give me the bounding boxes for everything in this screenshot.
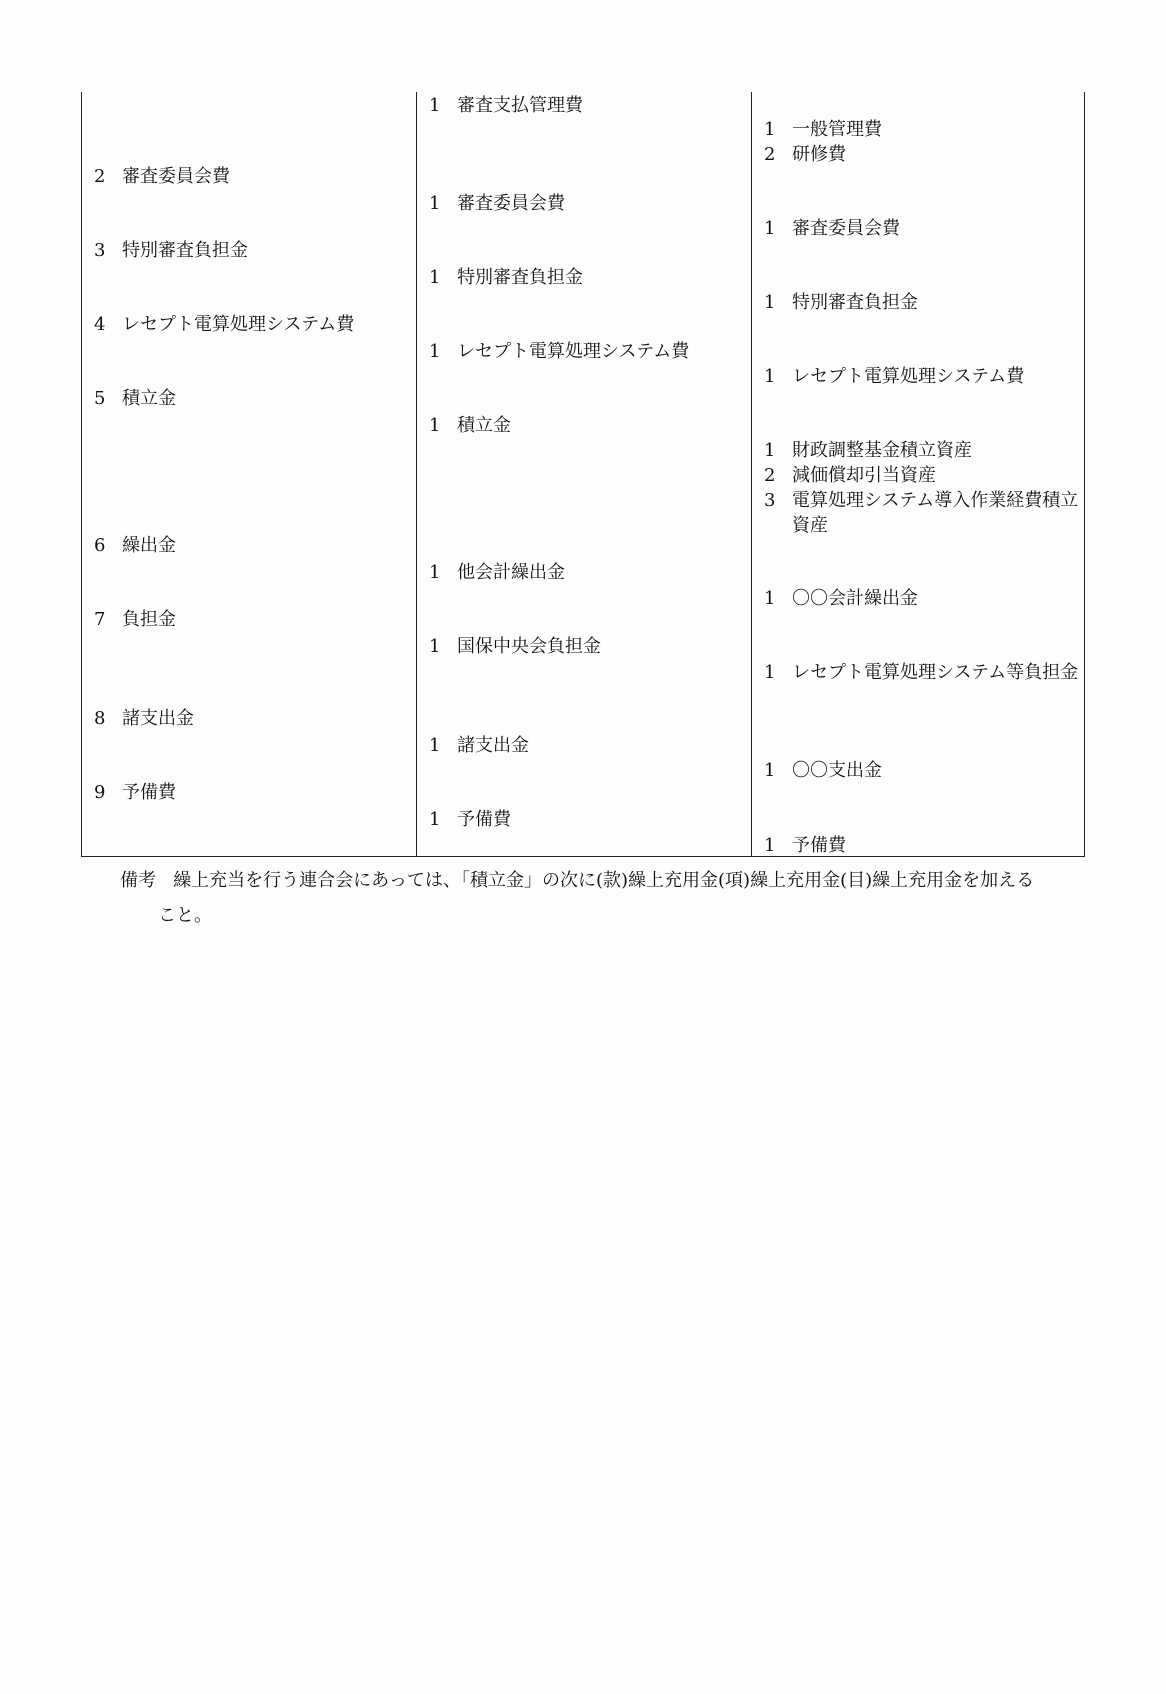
item-number: 5 xyxy=(94,388,106,409)
remarks-note xyxy=(120,863,1090,933)
item-label: 他会計繰出金 xyxy=(457,562,565,583)
item-label: レセプト電算処理システム費 xyxy=(792,366,1025,387)
item-label: 積立金 xyxy=(122,388,176,409)
item-number: 1 xyxy=(764,440,776,461)
item-number: 1 xyxy=(764,760,776,781)
item-label: 特別審査負担金 xyxy=(792,292,918,313)
item-label: 負担金 xyxy=(122,609,176,630)
item-label: 審査委員会費 xyxy=(792,218,900,239)
item-label: 諸支出金 xyxy=(122,708,194,729)
item-number: 1 xyxy=(429,193,441,214)
item-number: 1 xyxy=(429,415,441,436)
item-label: 審査委員会費 xyxy=(457,193,565,214)
item-label: レセプト電算処理システム費 xyxy=(457,341,690,362)
item-number: 1 xyxy=(429,562,441,583)
item-number: 1 xyxy=(429,636,441,657)
item-number: 1 xyxy=(764,588,776,609)
item-number: 1 xyxy=(429,95,441,116)
remarks-line-1 xyxy=(120,863,1090,898)
item-number: 1 xyxy=(429,341,441,362)
item-number: 1 xyxy=(764,218,776,239)
item-label: レセプト電算処理システム等負担金 xyxy=(792,662,1079,683)
item-label: 財政調整基金積立資産 xyxy=(792,440,972,461)
item-label: 減価償却引当資産 xyxy=(792,465,936,486)
item-label: 研修費 xyxy=(792,144,846,165)
item-label: 国保中央会負担金 xyxy=(457,636,601,657)
item-label: 審査委員会費 xyxy=(122,166,230,187)
item-number: 3 xyxy=(94,240,106,261)
item-label: 予備費 xyxy=(122,782,176,803)
item-label: 諸支出金 xyxy=(457,735,529,756)
item-label: 積立金 xyxy=(457,415,511,436)
remarks-line-2: こと。 xyxy=(158,905,212,926)
remarks-label: 備考 xyxy=(120,870,156,891)
item-number: 1 xyxy=(429,267,441,288)
item-label: 電算処理システム導入作業経費積立資産 xyxy=(792,490,1079,536)
item-label: 予備費 xyxy=(792,835,846,856)
item-label: 特別審査負担金 xyxy=(122,240,248,261)
item-label: 特別審査負担金 xyxy=(457,267,583,288)
item-label: 予備費 xyxy=(457,809,511,830)
item-number: 1 xyxy=(429,809,441,830)
item-number: 1 xyxy=(764,119,776,140)
item-number: 2 xyxy=(94,166,106,187)
item-label: レセプト電算処理システム費 xyxy=(122,314,355,335)
item-number: 2 xyxy=(764,465,776,486)
item-number: 2 xyxy=(764,144,776,165)
item-label: 〇〇会計繰出金 xyxy=(792,588,918,609)
item-number: 9 xyxy=(94,782,106,803)
item-number: 1 xyxy=(764,366,776,387)
column-divider xyxy=(751,92,752,856)
item-number: 8 xyxy=(94,708,106,729)
item-label: 審査支払管理費 xyxy=(457,95,583,116)
item-number: 4 xyxy=(94,314,106,335)
item-number: 1 xyxy=(429,735,441,756)
item-number: 1 xyxy=(764,292,776,313)
item-label: 〇〇支出金 xyxy=(792,760,882,781)
item-number: 1 xyxy=(764,662,776,683)
item-number: 1 xyxy=(764,835,776,856)
item-number: 6 xyxy=(94,535,106,556)
remarks-text: 繰上充当を行う連合会にあっては、「積立金」の次に(款)繰上充用金(項)繰上充用金(目)繰上充用金を加える xyxy=(173,870,1035,891)
item-number: 7 xyxy=(94,609,106,630)
budget-table xyxy=(81,92,1085,857)
item-label: 一般管理費 xyxy=(792,119,882,140)
item-number: 3 xyxy=(764,490,776,511)
column-divider xyxy=(416,92,417,856)
item-label: 繰出金 xyxy=(122,535,176,556)
